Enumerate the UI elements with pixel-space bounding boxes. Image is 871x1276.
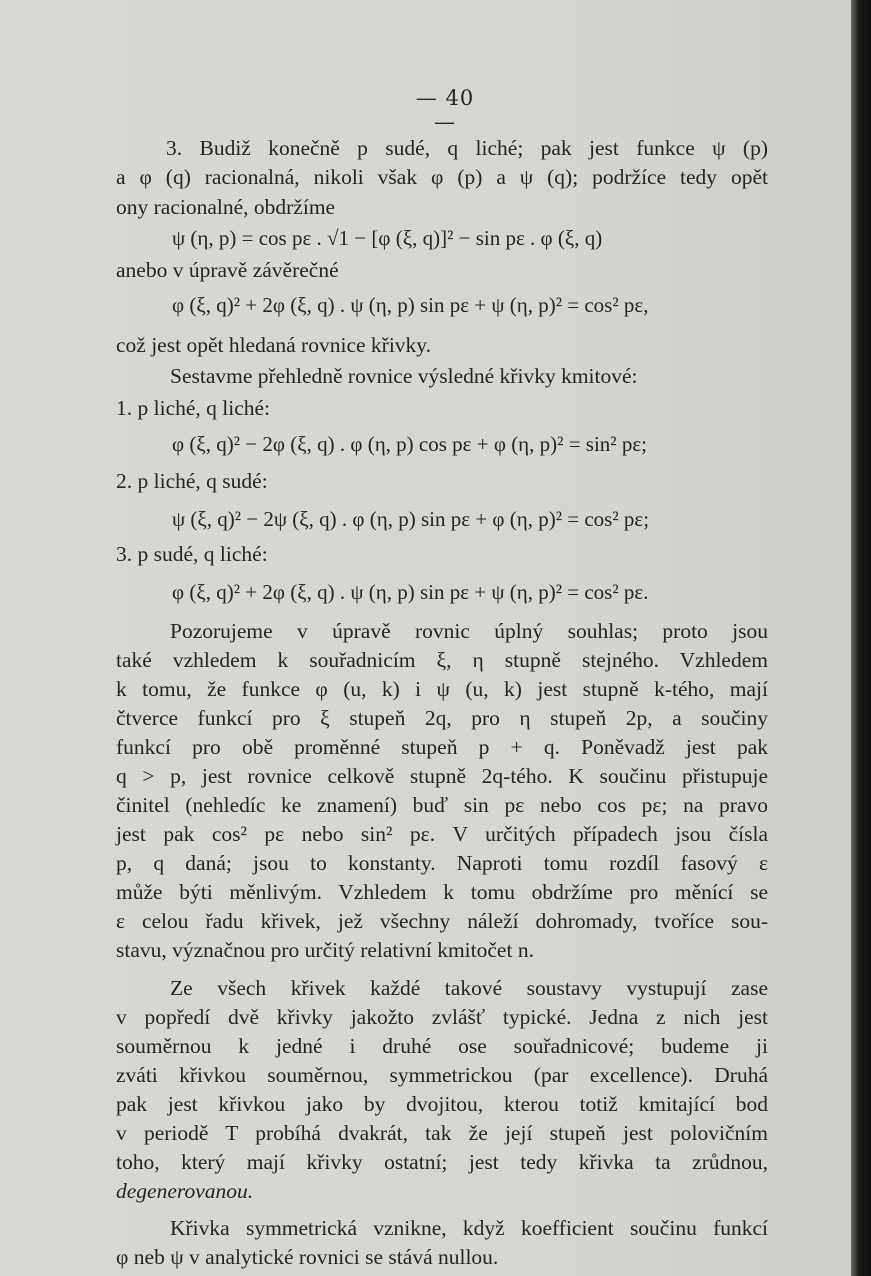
paragraph-line: Křivka symmetrická vznikne, když koefficient součinu funkcí: [170, 1216, 768, 1240]
paragraph-line: stavu, význačnou pro určitý relativní kmitočet n.: [116, 938, 534, 962]
list-heading: 1. p liché, q liché:: [116, 396, 271, 420]
paragraph-line: p, q daná; jsou to konstanty. Naproti tomu rozdíl fasový ε: [116, 851, 768, 875]
paragraph-line: anebo v úpravě závěrečné: [116, 258, 339, 282]
paragraph-line: ony racionalné, obdržíme: [116, 195, 336, 219]
paragraph-line: což jest opět hledaná rovnice křivky.: [116, 333, 432, 357]
paragraph-line: pak jest křivkou jako by dvojitou, kterou totiž kmitající bod: [116, 1092, 768, 1116]
paragraph-line: v popředí dvě křivky jakožto zvlášť typické. Jedna z nich jest: [116, 1005, 768, 1029]
equation-4: ψ (ξ, q)² − 2ψ (ξ, q) . φ (η, p) sin pε + φ (η, p)² = cos² pε;: [172, 507, 650, 531]
paragraph-line: jest pak cos² pε nebo sin² pε. V určitých případech jsou čísla: [116, 822, 768, 846]
paragraph-line: činitel (nehledíc ke znamení) buď sin pε nebo cos pε; na pravo: [116, 793, 768, 817]
paragraph-line: 3. Budiž konečně p sudé, q liché; pak jest funkce ψ (p): [166, 136, 768, 160]
paragraph-line: může býti měnlivým. Vzhledem k tomu obdržíme pro měnící se: [116, 880, 768, 904]
book-spine-shadow: [851, 0, 871, 1276]
paragraph-line: v periodě T probíhá dvakrát, tak že její stupeň jest polovičním: [116, 1121, 768, 1145]
paragraph-line: degenerovanou.: [116, 1179, 254, 1203]
paragraph-line: čtverce funkcí pro ξ stupeň 2q, pro η stupeň 2p, a součiny: [116, 706, 768, 730]
equation-5: φ (ξ, q)² + 2φ (ξ, q) . ψ (η, p) sin pε + ψ (η, p)² = cos² pε.: [172, 580, 649, 604]
equation-2: φ (ξ, q)² + 2φ (ξ, q) . ψ (η, p) sin pε + ψ (η, p)² = cos² pε,: [172, 293, 649, 317]
list-heading: 2. p liché, q sudé:: [116, 469, 268, 493]
paragraph-line: Pozorujeme v úpravě rovnic úplný souhlas; proto jsou: [170, 619, 768, 643]
equation-3: φ (ξ, q)² − 2φ (ξ, q) . φ (η, p) cos pε + φ (η, p)² = sin² pε;: [172, 432, 648, 456]
paragraph-line: a φ (q) racionalná, nikoli však φ (p) a ψ (q); podržíce tedy opět: [116, 165, 768, 189]
equation-1: ψ (η, p) = cos pε . √1 − [φ (ξ, q)]² − sin pε . φ (ξ, q): [172, 226, 603, 250]
paragraph-line: q > p, jest rovnice celkově stupně 2q-tého. K součinu přistupuje: [116, 764, 768, 788]
paragraph-line: Ze všech křivek každé takové soustavy vystupují zase: [170, 976, 768, 1000]
paragraph-line: souměrnou k jedné i druhé ose souřadnicové; budeme ji: [116, 1034, 768, 1058]
paragraph-line: také vzhledem k souřadnicím ξ, η stupně stejného. Vzhledem: [116, 648, 768, 672]
paragraph-line: toho, který mají křivky ostatní; jest tedy křivka ta zrůdnou,: [116, 1150, 768, 1174]
paragraph-line: funkcí pro obě proměnné stupeň p + q. Poněvadž jest pak: [116, 735, 768, 759]
paragraph-line: zváti křivkou souměrnou, symmetrickou (par excellence). Druhá: [116, 1063, 768, 1087]
paragraph-line: φ neb ψ v analytické rovnici se stává nullou.: [116, 1245, 499, 1269]
paragraph-line: k tomu, že funkce φ (u, k) i ψ (u, k) jest stupně k-tého, mají: [116, 677, 768, 701]
list-heading: 3. p sudé, q liché:: [116, 542, 268, 566]
page-number: — 40 —: [415, 86, 475, 134]
paragraph-line: ε celou řadu křivek, jež všechny náleží dohromady, tvoříce sou-: [116, 909, 768, 933]
paragraph-line: Sestavme přehledně rovnice výsledné křivky kmitové:: [170, 364, 638, 388]
